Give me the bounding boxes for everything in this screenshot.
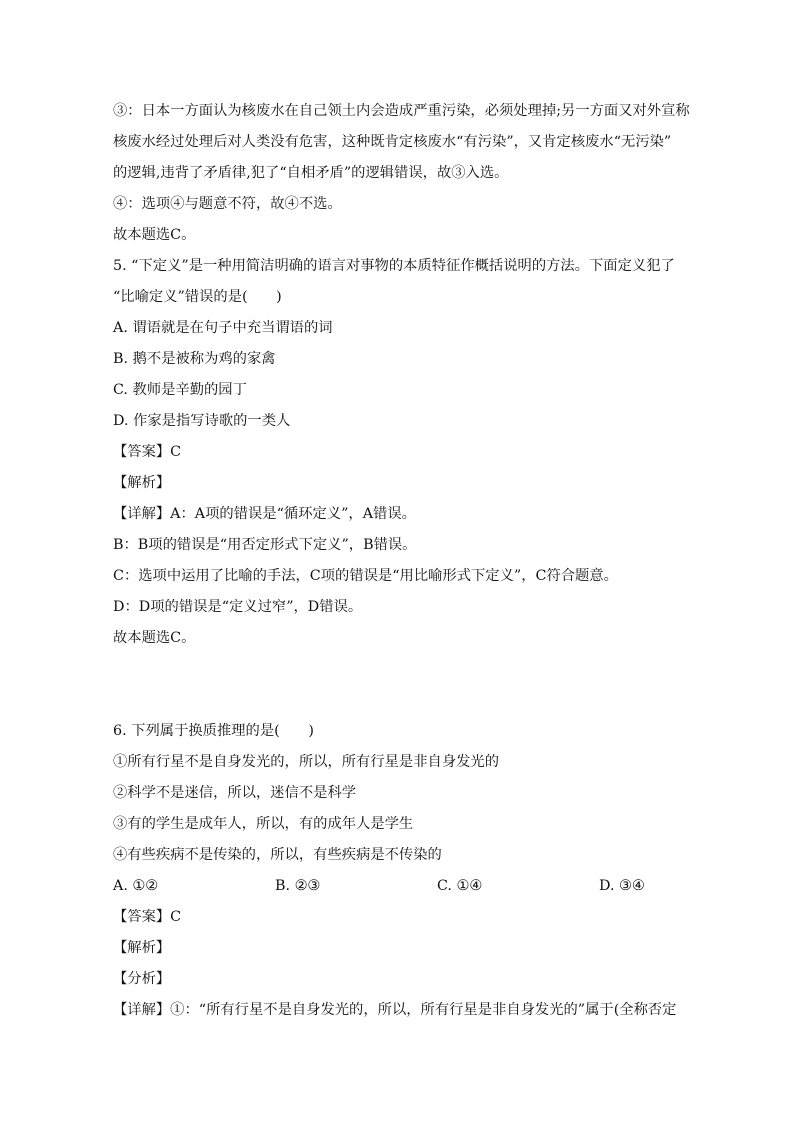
options-row xyxy=(113,871,685,902)
text-line: 核废水经过处理后对人类没有危害，这种既肯定核废水“有污染”，又肯定核废水“无污染” xyxy=(113,134,672,150)
detail-line: B：B项的错误是“用否定形式下定义”，B错误。 xyxy=(113,537,417,553)
statement-3: ③有的学生是成年人，所以，有的成年人是学生 xyxy=(113,816,414,832)
answer-label: 【答案】C xyxy=(113,444,182,460)
detail-line: D：D项的错误是“定义过窄”，D错误。 xyxy=(113,599,363,615)
question-stem: “比喻定义”错误的是( ) xyxy=(113,289,282,305)
detail-line: 故本题选C。 xyxy=(113,630,196,646)
statement-4: ④有些疾病不是传染的，所以，有些疾病是不传染的 xyxy=(113,847,442,863)
method-label: 【分析】 xyxy=(113,971,171,987)
detail-line: C：选项中运用了比喻的手法，C项的错误是“用比喻形式下定义”，C符合题意。 xyxy=(113,568,618,584)
option-d: D. ③④ xyxy=(599,878,645,894)
page-content xyxy=(113,96,690,1026)
statement-2: ②科学不是迷信，所以，迷信不是科学 xyxy=(113,785,357,801)
option-b: B. 鹅不是被称为鸡的家禽 xyxy=(113,351,276,367)
question-stem: 5. “下定义”是一种用简洁明确的语言对事物的本质特征作概括说明的方法。下面定义犯了 xyxy=(113,258,675,274)
text-line: 的逻辑,违背了矛盾律,犯了“自相矛盾”的逻辑错误，故③入选。 xyxy=(113,165,509,181)
detail-line: 【详解】①：“所有行星不是自身发光的，所以，所有行星是非自身发光的”属于(全称否定 xyxy=(113,1002,677,1018)
option-c: C. ①④ xyxy=(437,878,483,894)
text-line: 故本题选C。 xyxy=(113,227,196,243)
text-line: ③：日本一方面认为核废水在自己领土内会造成严重污染，必须处理掉;另一方面又对外宣称 xyxy=(113,103,690,119)
option-b: B. ②③ xyxy=(275,878,321,894)
analysis-label: 【解析】 xyxy=(113,475,171,491)
option-a: A. 谓语就是在句子中充当谓语的词 xyxy=(113,320,333,336)
question-stem: 6. 下列属于换质推理的是( ) xyxy=(113,723,314,739)
question-6 xyxy=(113,716,685,1026)
text-line: ④：选项④与题意不符，故④不选。 xyxy=(113,196,342,212)
detail-line: 【详解】A：A项的错误是“循环定义”，A错误。 xyxy=(113,506,416,522)
analysis-label: 【解析】 xyxy=(113,940,171,956)
option-c: C. 教师是辛勤的园丁 xyxy=(113,382,247,398)
statement-1: ①所有行星不是自身发光的，所以，所有行星是非自身发光的 xyxy=(113,754,500,770)
answer-label: 【答案】C xyxy=(113,909,182,925)
question-5 xyxy=(113,251,685,654)
spacer xyxy=(113,654,685,716)
prev-explanation xyxy=(113,96,690,251)
option-a: A. ①② xyxy=(113,878,159,894)
option-d: D. 作家是指写诗歌的一类人 xyxy=(113,413,291,429)
